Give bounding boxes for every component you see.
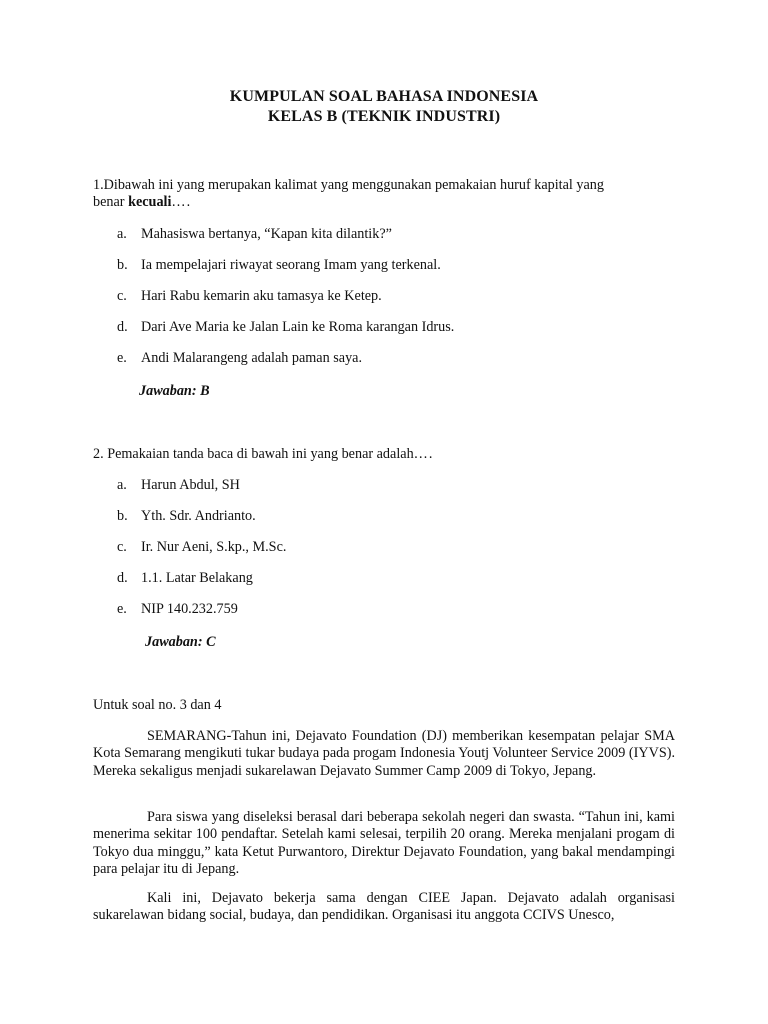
q1-option-text: Andi Malarangeng adalah paman saya. <box>141 350 363 366</box>
q2-stem-text: 2. Pemakaian tanda baca di bawah ini yang benar adalah <box>93 446 414 462</box>
q1-option-text: Hari Rabu kemarin aku tamasya ke Ketep. <box>141 288 382 304</box>
q1-option-letter: d. <box>117 319 128 335</box>
passage-intro: Untuk soal no. 3 dan 4 <box>93 697 222 713</box>
passage-paragraph-text: SEMARANG-Tahun ini, Dejavato Foundation (DJ) memberikan kesempatan pelajar SMA Kota Semarang mengikuti tukar budaya pada progam Indonesia Youtj Volunteer Service 2009 (IYVS). Mereka sekaligus menjadi sukarelawan Dejavato Summer Camp 2009 di Tokyo, Jepang. <box>93 728 675 779</box>
q2-answer: Jawaban: C <box>145 634 216 650</box>
q1-option-letter: e. <box>117 350 127 366</box>
passage-paragraph <box>93 728 675 780</box>
q2-option-text: 1.1. Latar Belakang <box>141 570 253 586</box>
q2-option-text: NIP 140.232.759 <box>141 601 238 617</box>
q1-option-text: Ia mempelajari riwayat seorang Imam yang terkenal. <box>141 257 441 273</box>
q1-option-letter: b. <box>117 257 128 273</box>
q1-option-text: Dari Ave Maria ke Jalan Lain ke Roma karangan Idrus. <box>141 319 455 335</box>
passage-paragraph-text: Para siswa yang diseleksi berasal dari beberapa sekolah negeri dan swasta. “Tahun ini, kami menerima sekitar 100 pendaftar. Setelah kami selesai, terpilih 20 orang. Mereka menjalani progam di Tokyo dua minggu,” kata Ketut Purwantoro, Direktur Dejavato Foundation, yang bakal mendampingi para pelajar itu di Jepang. <box>93 809 675 877</box>
q1-stem-line2 <box>93 194 191 211</box>
q2-stem <box>93 446 433 463</box>
q1-stem-prefix: benar <box>93 194 129 210</box>
q2-option-letter: e. <box>117 601 127 617</box>
passage-paragraph <box>93 809 675 878</box>
q1-option-text: Mahasiswa bertanya, “Kapan kita dilantik?” <box>141 226 392 242</box>
q1-option-letter: c. <box>117 288 127 304</box>
q2-option-text: Ir. Nur Aeni, S.kp., M.Sc. <box>141 539 287 555</box>
passage-paragraph <box>93 890 675 925</box>
q2-option-text: Harun Abdul, SH <box>141 477 240 493</box>
q2-option-letter: a. <box>117 477 127 493</box>
passage-paragraph-text: Kali ini, Dejavato bekerja sama dengan CIEE Japan. Dejavato adalah organisasi sukarelawan bidang social, budaya, dan pendidikan. Organisasi itu anggota CCIVS Unesco, <box>93 890 675 924</box>
q2-option-letter: d. <box>117 570 128 586</box>
q1-stem-line1: 1.Dibawah ini yang merupakan kalimat yang menggunakan pemakaian huruf kapital yang <box>93 177 604 193</box>
document-subtitle: KELAS B (TEKNIK INDUSTRI) <box>267 108 501 125</box>
document-title: KUMPULAN SOAL BAHASA INDONESIA <box>229 88 539 105</box>
q2-stem-suffix: …. <box>413 446 434 462</box>
q1-answer: Jawaban: B <box>139 383 210 399</box>
q2-option-letter: b. <box>117 508 128 524</box>
q1-option-letter: a. <box>117 226 127 242</box>
q1-stem-suffix: …. <box>171 194 192 210</box>
q2-option-text: Yth. Sdr. Andrianto. <box>141 508 256 524</box>
q1-stem-keyword: kecuali <box>128 194 172 210</box>
q2-option-letter: c. <box>117 539 127 555</box>
